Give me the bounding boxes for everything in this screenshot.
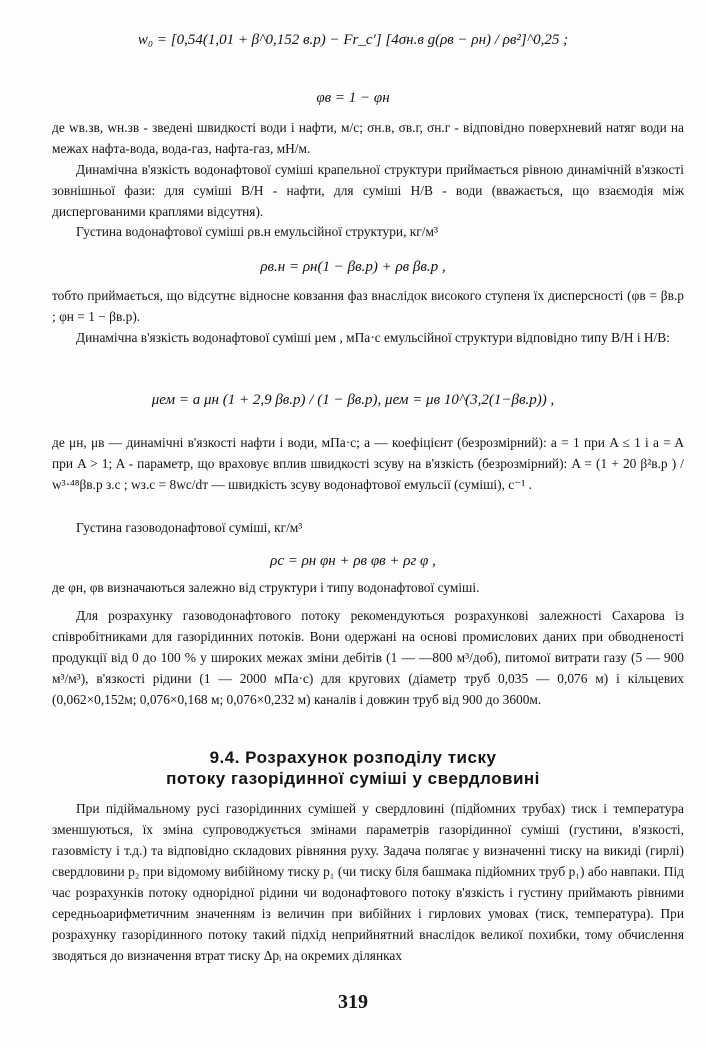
paragraph-3: Густина водонафтової суміші ρв.н емульсійної структури, кг/м³: [76, 224, 438, 239]
paragraph-10: При підіймальному русі газорідинних сумішей у свердловині (підйомних трубах) тиск і температура зменшуються, їх зміна супроводжується змінами параметрів газорідинної суміші (густини, в'язкості, газовмісту і т.д.) та відповідно складових рівняння руху. Задача полягає у визначенні тиску на викиді (гирлі) свердловини p₂ при відомому вибійному тиску p₁ (чи тиску біля башмака підйомних труб p₁) або навпаки. Під час розрахунків потоку однорідної рідини чи водонафтового потоку в'язкість і густину приймають рівними середньоарифметичним значенням із величин при вибійних і гирлових умовах (тиск, температура). При розрахунку газорідинного потоку такий підхід неприйнятний внаслідок великої похибки, тому обчислення зводяться до визначення втрат тиску Δpᵢ на окремих ділянках: [52, 801, 684, 963]
paragraph-4: тобто приймається, що відсутнє відносне ковзання фаз внаслідок високого ступеня їх дисперсності (φв = βв.р ; φн = 1 − βв.р).: [52, 288, 684, 324]
paragraph-8: де φн, φв визначаються залежно від структури і типу водонафтової суміші.: [52, 580, 480, 595]
section-heading-line-1: 9.4. Розрахунок розподілу тиску: [209, 748, 497, 767]
paragraph-7: Густина газоводонафтової суміші, кг/м³: [76, 520, 303, 535]
equation-w0: w₀ = [0,54(1,01 + β^0,152 в.р) − Fr_c′] [4σн.в g(ρв − ρн) / ρв²]^0,25 ;: [137, 32, 569, 48]
equation-rho-c: ρc = ρн φн + ρв φв + ρг φ ,: [270, 553, 436, 569]
paragraph-2: Динамічна в'язкість водонафтової суміші крапельної структури приймається рівною динамічній в'язкості зовнішньої фази: для суміші В/Н - нафти, для суміші Н/В - води (вважається, що взаємодія між диспергованими краплями відсутня).: [52, 162, 684, 219]
equation-rho-vn: ρв.н = ρн(1 − βв.р) + ρв βв.р ,: [260, 259, 446, 275]
paragraph-5: Динамічна в'язкість водонафтової суміші μем , мПа·с емульсійної структури відповідно типу В/Н і Н/В:: [76, 330, 670, 345]
paragraph-9: Для розрахунку газоводонафтового потоку рекомендуються розрахункові залежності Сахарова із співробітниками для газорідинних потоків. Вони одержані на основі промислових даних при обводненості продукції від 0 до 100 % у широких межах зміни дебітів (1 — —800 м³/доб), питомої витрати газу (5 — 900 м³/м³), в'язкості рідини (1 — 2000 мПа·с) для кругових (діаметр труб 0,035 — 0,076 м) і кільцевих (0,062×0,152м; 0,076×0,168 м; 0,076×0,232 м) каналів і довжин труб від 900 до 3600м.: [52, 608, 684, 707]
paragraph-1: де wв.зв, wн.зв - зведені швидкості води і нафти, м/с; σн.в, σв.г, σн.г - відповідно поверхневий натяг води на межах нафта-вода, вода-газ, нафта-газ, мН/м.: [52, 120, 684, 156]
page-number: 319: [338, 991, 368, 1013]
section-heading-line-2: потоку газорідинної суміші у свердловині: [166, 769, 540, 788]
equation-phi-v: φв = 1 − φн: [316, 90, 390, 106]
equation-mu-em: μем = a μн (1 + 2,9 βв.р) / (1 − βв.р), μем = μв 10^(3,2(1−βв.р)) ,: [151, 392, 555, 408]
paragraph-6: де μн, μв — динамічні в'язкості нафти і води, мПа·с; a — коефіцієнт (безрозмірний): a = 1 при A ≤ 1 і a = A при A > 1; A - параметр, що враховує вплив швидкості зсуву на в'язкість (безрозмірний): A = (1 + 20 β²в.р ) / w³·⁴⁸βв.р з.с ; wз.с = 8wс/dт — швидкість зсуву водонафтової емульсії (суміші), с⁻¹ .: [52, 435, 684, 492]
